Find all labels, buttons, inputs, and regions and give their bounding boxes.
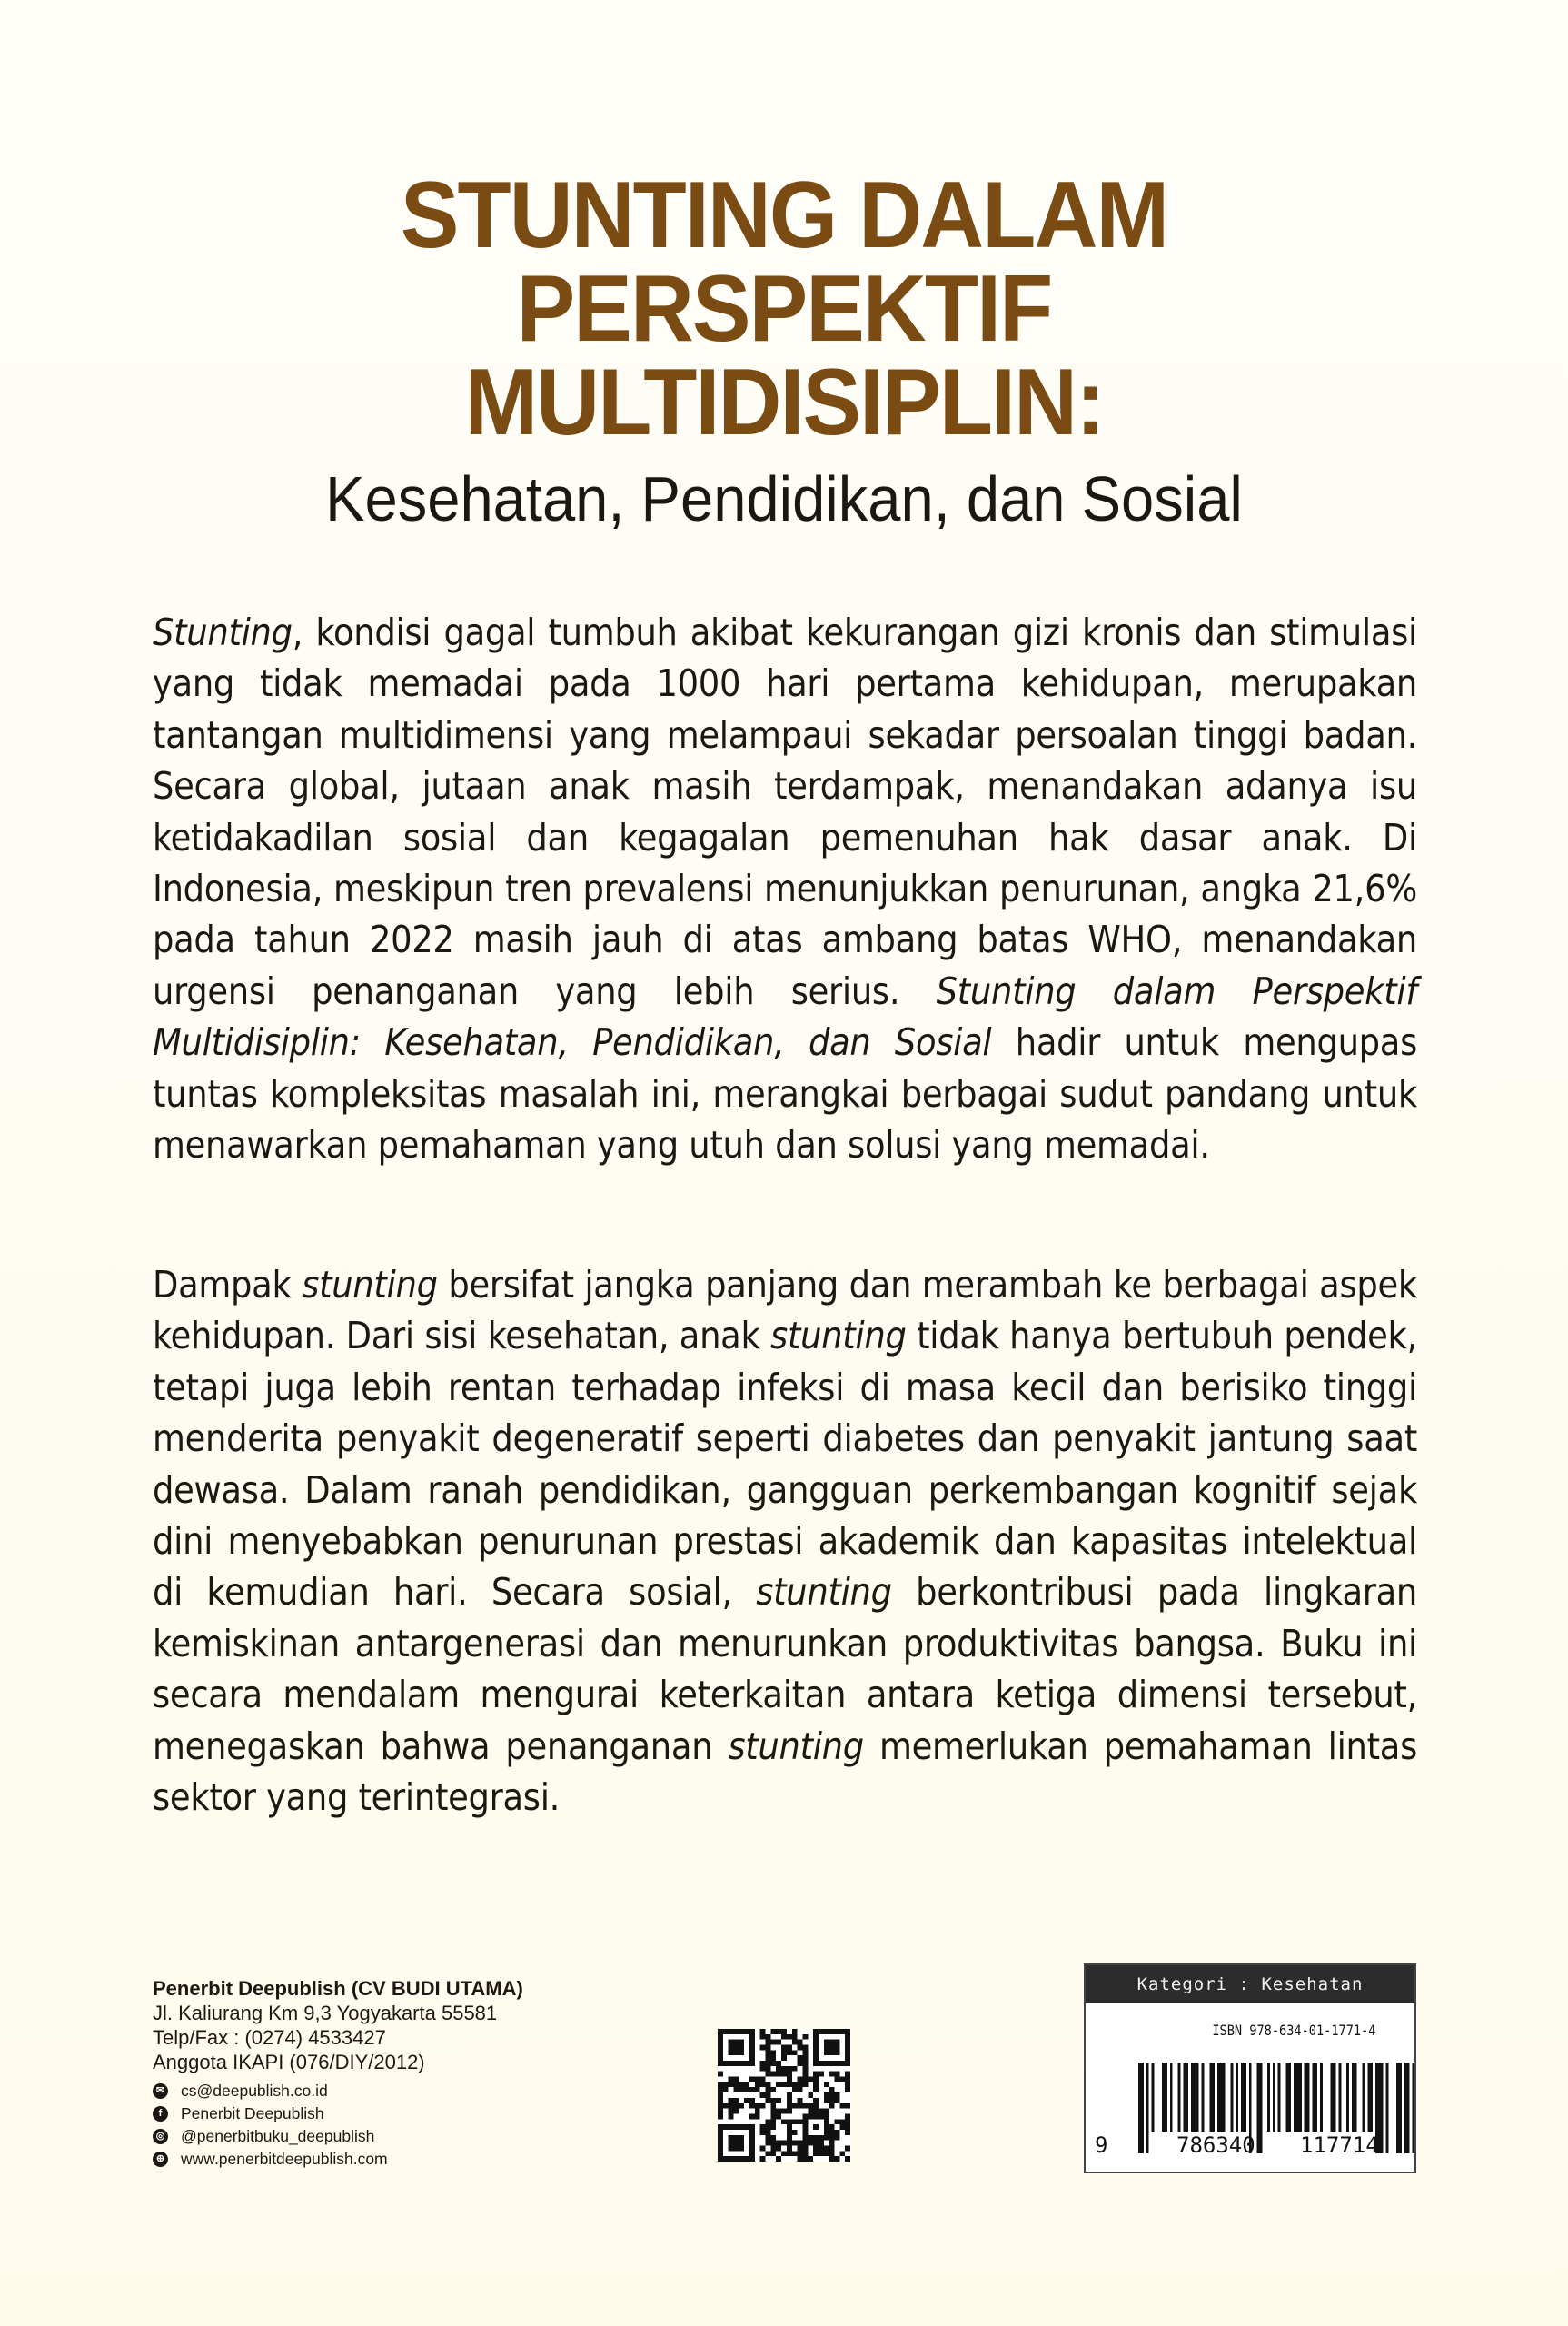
barcode-bar (1386, 2063, 1389, 2153)
publisher-name: Penerbit Deepublish (CV BUDI UTAMA) (153, 1977, 523, 2000)
category-label: Kategori : Kesehatan (1086, 1965, 1414, 2003)
italic-run: stunting (728, 1724, 864, 1768)
instagram-icon: ◎ (153, 2129, 168, 2144)
italic-run: stunting (770, 1314, 907, 1358)
book-title-line-1: STUNTING DALAM (400, 163, 1168, 268)
barcode-bar (1267, 2063, 1270, 2132)
text-run: , kondisi gagal tumbuh akibat kekurangan gizi kronis dan stimulasi yang tidak memadai pada 1000 hari pertama kehidupan, merupakan tantangan multidimensi yang melampaui sekadar persoalan tinggi badan. Secara global, jutaan anak masih terdampak, menandakan adanya isu ketidakadilan sosial dan kegagalan pemenuhan hak dasar anak. Di Indonesia, meskipun tren prevalensi menunjukkan penurunan, angka 21,6% pada tahun 2022 masih jauh di atas ambang batas WHO, menandakan urgensi penanganan yang lebih serius. (153, 611, 1417, 1013)
barcode-bar (1413, 2063, 1414, 2153)
text-run: berkontribusi pada lingkaran kemiskinan antargenerasi dan menurunkan produktivitas bangsa. Buku ini secara mendalam mengurai keterkaitan antara ketiga dimensi tersebut, menegaskan bahwa penanganan (153, 1570, 1417, 1768)
barcode-bar (1396, 2063, 1402, 2153)
barcode-bar (1231, 2063, 1234, 2132)
text-run: tidak hanya bertubuh pendek, tetapi juga lebih rentan terhadap infeksi di masa kecil dan berisiko tinggi menderita penyakit degeneratif seperti diabetes dan penyakit jantung saat dewasa. Dalam ranah pendidikan, gangguan perkembangan kognitif sejak dini menyebabkan penurunan prestasi akademik dan kapasitas intelektual di kemudian hari. Secara sosial, (153, 1314, 1417, 1615)
barcode-bar (1241, 2063, 1246, 2132)
barcode-bar (1202, 2063, 1205, 2132)
text-run: memerlukan pemahaman lintas sektor yang terintegrasi. (153, 1724, 1417, 1820)
barcode-digits-left: 786340 (1176, 2132, 1255, 2158)
barcode-bar (1331, 2063, 1336, 2132)
text-run: hadir untuk mengupas tuntas kompleksitas masalah ini, merangkai berbagai sudut pandang untuk menawarkan pemahaman yang utuh dan solusi yang memadai. (153, 1020, 1417, 1168)
italic-run: Stunting (153, 611, 293, 654)
barcode-bar (1294, 2063, 1302, 2132)
barcode-bar (1363, 2063, 1365, 2132)
isbn-number: ISBN 978-634-01-1771-4 (1212, 2022, 1376, 2039)
contact-instagram-text: @penerbitbuku_deepublish (181, 2127, 375, 2145)
publisher-membership: Anggota IKAPI (076/DIY/2012) (153, 2051, 425, 2073)
title-block (0, 163, 1568, 535)
barcode-bar (1257, 2063, 1263, 2153)
book-title-line-2: PERSPEKTIF (516, 256, 1052, 362)
barcode-bar (1178, 2063, 1181, 2132)
contact-facebook[interactable] (153, 2102, 523, 2125)
barcode-bar (1236, 2063, 1238, 2132)
barcode-bar (1346, 2063, 1349, 2132)
barcode-bar (1312, 2063, 1317, 2132)
text-run: bersifat jangka panjang dan merambah ke berbagai aspek kehidupan. Dari sisi kesehatan, anak (153, 1263, 1417, 1358)
text-run: Dampak (153, 1263, 303, 1307)
barcode-bar (1191, 2063, 1199, 2132)
blurb-paragraph-1 (153, 607, 1417, 1170)
barcode-bar (1273, 2063, 1275, 2132)
barcode-bar (1152, 2063, 1155, 2132)
contact-email-text: cs@deepublish.co.id (181, 2082, 328, 2100)
book-title-line-3: MULTIDISIPLIN: (464, 350, 1104, 455)
publisher-phone: Telp/Fax : (0274) 4533427 (153, 2026, 386, 2049)
barcode-bar (1138, 2063, 1144, 2153)
barcode-digits-right: 117714 (1300, 2132, 1379, 2158)
italic-run: stunting (756, 1570, 892, 1615)
barcode-bar (1338, 2063, 1341, 2132)
barcode-bar (1209, 2063, 1215, 2132)
publisher-info (153, 1977, 523, 2171)
barcode-bar (1162, 2063, 1167, 2132)
barcode-bar (1170, 2063, 1173, 2132)
book-subtitle: Kesehatan, Pendidikan, dan Sosial (325, 463, 1243, 534)
barcode-bar (1352, 2063, 1357, 2132)
italic-run: Stunting dalam Perspektif Multidisiplin: Kesehatan, Pendidikan, dan Sosial (153, 969, 1417, 1065)
barcode-bar (1278, 2063, 1281, 2132)
barcode-bar (1285, 2063, 1291, 2132)
barcode-digit-first: 9 (1095, 2132, 1108, 2158)
contact-website[interactable] (153, 2148, 523, 2171)
contact-instagram[interactable] (153, 2125, 523, 2148)
qr-code[interactable] (718, 2029, 850, 2162)
facebook-icon: f (153, 2106, 168, 2122)
barcode-bar (1217, 2063, 1226, 2132)
barcode-bar (1146, 2063, 1149, 2153)
barcode-bar (1367, 2063, 1373, 2132)
blurb-paragraph-2 (153, 1259, 1417, 1823)
contact-list (153, 2080, 523, 2171)
isbn-barcode-box (1084, 1963, 1416, 2173)
italic-run: stunting (302, 1263, 438, 1307)
globe-icon: ⊕ (153, 2152, 168, 2167)
contact-email[interactable] (153, 2080, 523, 2102)
publisher-address: Jl. Kaliurang Km 9,3 Yogyakarta 55581 (153, 2002, 498, 2024)
barcode-bar (1404, 2063, 1410, 2153)
barcode-bar (1320, 2063, 1323, 2132)
contact-facebook-text: Penerbit Deepublish (181, 2104, 324, 2122)
email-icon: ✉ (153, 2083, 168, 2099)
barcode-bar (1305, 2063, 1310, 2132)
contact-website-text: www.penerbitdeepublish.com (181, 2150, 388, 2168)
barcode-bar (1183, 2063, 1188, 2132)
